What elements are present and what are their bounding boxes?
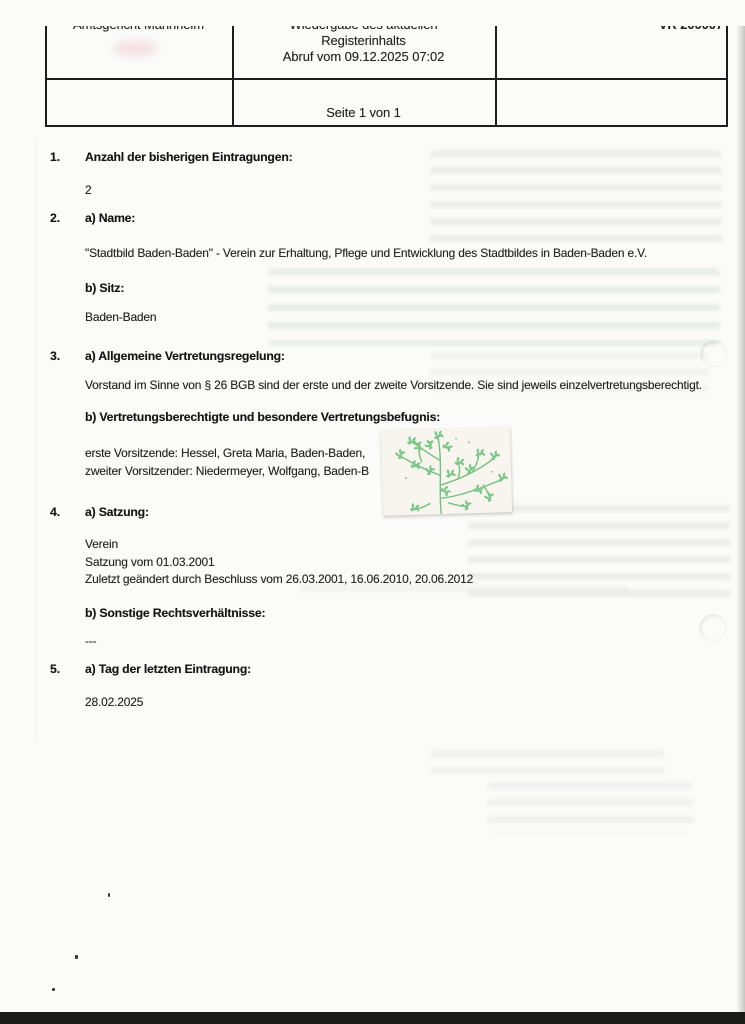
table-border-divider2	[495, 26, 497, 127]
page-fold-line	[36, 140, 37, 740]
section-2a-value: "Stadtbild Baden-Baden" - Verein zur Erhaltung, Pflege und Entwicklung des Stadtbildes in Baden-Baden e.V.	[85, 246, 648, 260]
scan-edge-bottom	[0, 1012, 745, 1024]
section-4b-value: ---	[85, 634, 97, 648]
section-1-value: 2	[85, 183, 92, 197]
punch-hole-mark	[700, 340, 727, 367]
section-3-number: 3.	[50, 349, 61, 363]
scan-speck	[52, 988, 55, 991]
punch-hole-mark	[699, 614, 726, 641]
section-4b-heading: b) Sonstige Rechtsverhältnisse:	[85, 606, 266, 620]
section-4a-heading: a) Satzung:	[85, 505, 149, 519]
table-border-row-divider	[45, 78, 728, 80]
section-5a-heading: a) Tag der letzten Eintragung:	[85, 662, 252, 676]
section-2a-heading: a) Name:	[85, 211, 136, 225]
bleed-through-artifact	[430, 150, 722, 250]
section-3b-values	[85, 444, 369, 480]
scan-edge-right	[737, 0, 745, 1024]
scan-speck	[75, 955, 78, 959]
statute-line1: Verein	[85, 537, 118, 551]
plant-sticker-image	[381, 427, 512, 516]
table-border-left	[45, 26, 47, 127]
page-number-label: Seite 1 von 1	[326, 105, 401, 120]
section-2b-value: Baden-Baden	[85, 310, 157, 324]
section-4-number: 4.	[50, 505, 61, 519]
section-5a-value: 28.02.2025	[85, 695, 144, 709]
section-4a-values	[85, 536, 473, 589]
statute-line3: Zuletzt geändert durch Beschluss vom 26.03.2001, 16.06.2010, 20.06.2012	[85, 572, 474, 586]
table-border-right	[726, 26, 728, 127]
bleed-through-artifact	[430, 750, 665, 774]
document-title-line2: Registerinhalts	[321, 33, 406, 48]
table-border-bottom	[45, 125, 728, 127]
section-5-number: 5.	[50, 662, 61, 676]
scan-cutoff-cover	[0, 0, 745, 26]
pink-smudge-artifact	[113, 40, 157, 57]
board-member-1: erste Vorsitzende: Hessel, Greta Maria, Baden-Baden,	[85, 446, 366, 460]
scan-speck	[108, 893, 110, 897]
plant-illustration	[381, 427, 512, 516]
retrieval-date: Abruf vom 09.12.2025 07:02	[282, 49, 445, 64]
section-2b-heading: b) Sitz:	[85, 281, 125, 295]
section-3a-value: Vorstand im Sinne von § 26 BGB sind der erste und der zweite Vorsitzende. Sie sind jeweils einzelvertretungsberechtigt.	[85, 378, 702, 392]
section-2-number: 2.	[50, 211, 61, 225]
board-member-2: zweiter Vorsitzender: Niedermeyer, Wolfgang, Baden-B	[85, 464, 369, 478]
section-3a-heading: a) Allgemeine Vertretungsregelung:	[85, 349, 285, 363]
section-1-number: 1.	[50, 150, 61, 164]
statute-line2: Satzung vom 01.03.2001	[85, 554, 215, 569]
section-3b-heading: b) Vertretungsberechtigte und besondere Vertretungsbefugnis:	[85, 410, 441, 424]
bleed-through-artifact	[488, 782, 693, 834]
bleed-through-artifact	[268, 268, 720, 346]
section-1-heading: Anzahl der bisherigen Eintragungen:	[85, 150, 293, 164]
